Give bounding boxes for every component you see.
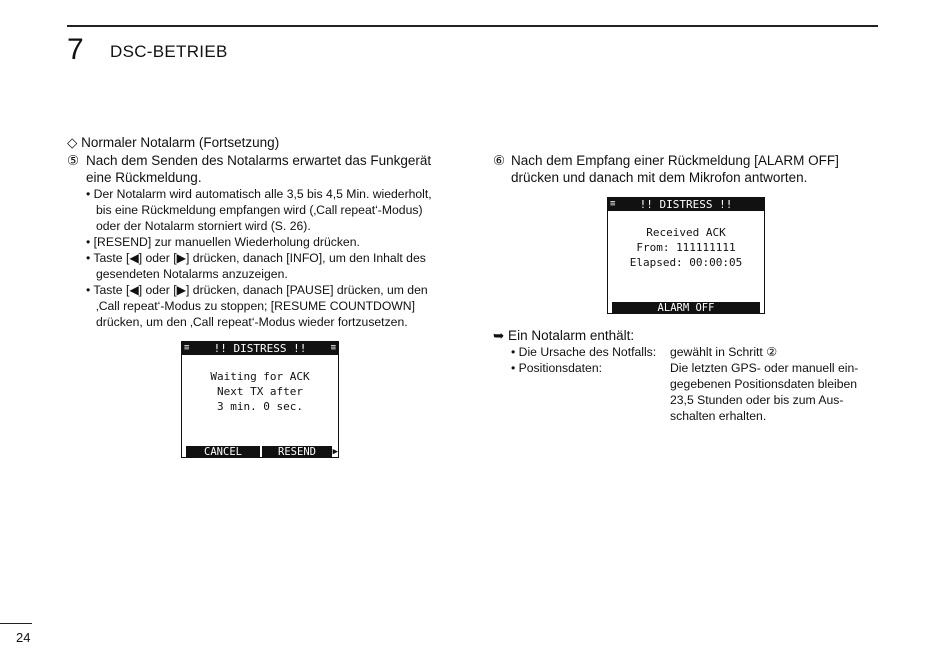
bullet3-line2: gesendeten Notalarms anzuzeigen.: [96, 267, 288, 281]
bullet1-line1: • Der Notalarm wird automatisch alle 3,5 bis 4,5 Min. wiederholt,: [86, 187, 432, 201]
bullet4-line1: • Taste [◀] oder [▶] drücken, danach [PAUSE] drücken, um den: [86, 283, 428, 297]
bullet4-line3: drücken, um den ‚Call repeat‘-Modus wieder fortzusetzen.: [96, 315, 408, 329]
lcd-title-bar: [182, 342, 338, 355]
row2-value-line3: 23,5 Stunden oder bis zum Aus-: [670, 393, 844, 407]
row2-value-line1: Die letzten GPS- oder manuell ein-: [670, 361, 859, 375]
bullet2-line1: • [RESEND] zur manuellen Wiederholung drücken.: [86, 235, 360, 249]
lcd-screen-waiting: [181, 341, 339, 458]
lcd-line2: Next TX after: [216, 385, 304, 398]
cancel-softkey[interactable]: CANCEL: [186, 446, 260, 458]
row2-label: • Positionsdaten:: [511, 361, 602, 375]
step6-line2: drücken und danach mit dem Mikrofon antworten.: [511, 170, 808, 185]
section-heading: ◇ Normaler Notalarm (Fortsetzung): [67, 135, 280, 150]
step5-line2: eine Rückmeldung.: [86, 170, 202, 185]
step5-marker: ⑤: [67, 153, 80, 168]
row1-label: • Die Ursache des Notfalls:: [511, 345, 657, 359]
footer-rule: [0, 623, 32, 624]
lcd-title: !! DISTRESS !!: [213, 342, 307, 355]
arrow-right-icon: ▶: [332, 447, 338, 457]
lcd-line3: Elapsed: 00:00:05: [629, 256, 743, 269]
menu-icon-right: ≡: [330, 343, 336, 353]
lcd-title: !! DISTRESS !!: [639, 198, 733, 211]
resend-softkey[interactable]: RESEND: [262, 446, 332, 458]
lcd-screen-received: [607, 197, 765, 314]
step6-marker: ⑥: [493, 153, 506, 168]
bullet1-line3: oder der Notalarm storniert wird (S. 26).: [96, 219, 311, 233]
bullet4-line2: ‚Call repeat‘-Modus zu stoppen; [RESUME COUNTDOWN]: [96, 299, 415, 313]
alarm-off-softkey[interactable]: ALARM OFF: [612, 302, 760, 314]
row2-value-line2: gegebenen Positionsdaten bleiben: [670, 377, 858, 391]
menu-icon: ≡: [610, 199, 616, 209]
chapter-number: 7: [67, 33, 84, 66]
lcd-line3: 3 min. 0 sec.: [216, 400, 304, 413]
step6-line1: Nach dem Empfang einer Rückmeldung [ALARM OFF]: [511, 153, 839, 168]
lcd-line1: Waiting for ACK: [210, 370, 310, 383]
header-rule: [67, 25, 878, 27]
chapter-title: DSC-BETRIEB: [110, 42, 228, 61]
lcd-line1: Received ACK: [646, 226, 726, 239]
row2-value-line4: schalten erhalten.: [670, 409, 767, 423]
row1-value: gewählt in Schritt ②: [670, 345, 778, 359]
bullet1-line2: bis eine Rückmeldung empfangen wird (‚Call repeat‘-Modus): [96, 203, 423, 217]
note-heading: ➥ Ein Notalarm enthält:: [493, 328, 635, 343]
page-number: 24: [16, 630, 31, 645]
step5-line1: Nach dem Senden des Notalarms erwartet das Funkgerät: [86, 153, 432, 168]
lcd-title-bar: [608, 198, 764, 211]
menu-icon: ≡: [184, 343, 190, 353]
bullet3-line1: • Taste [◀] oder [▶] drücken, danach [INFO], um den Inhalt des: [86, 251, 426, 265]
lcd-line2: From: 111111111: [636, 241, 736, 254]
